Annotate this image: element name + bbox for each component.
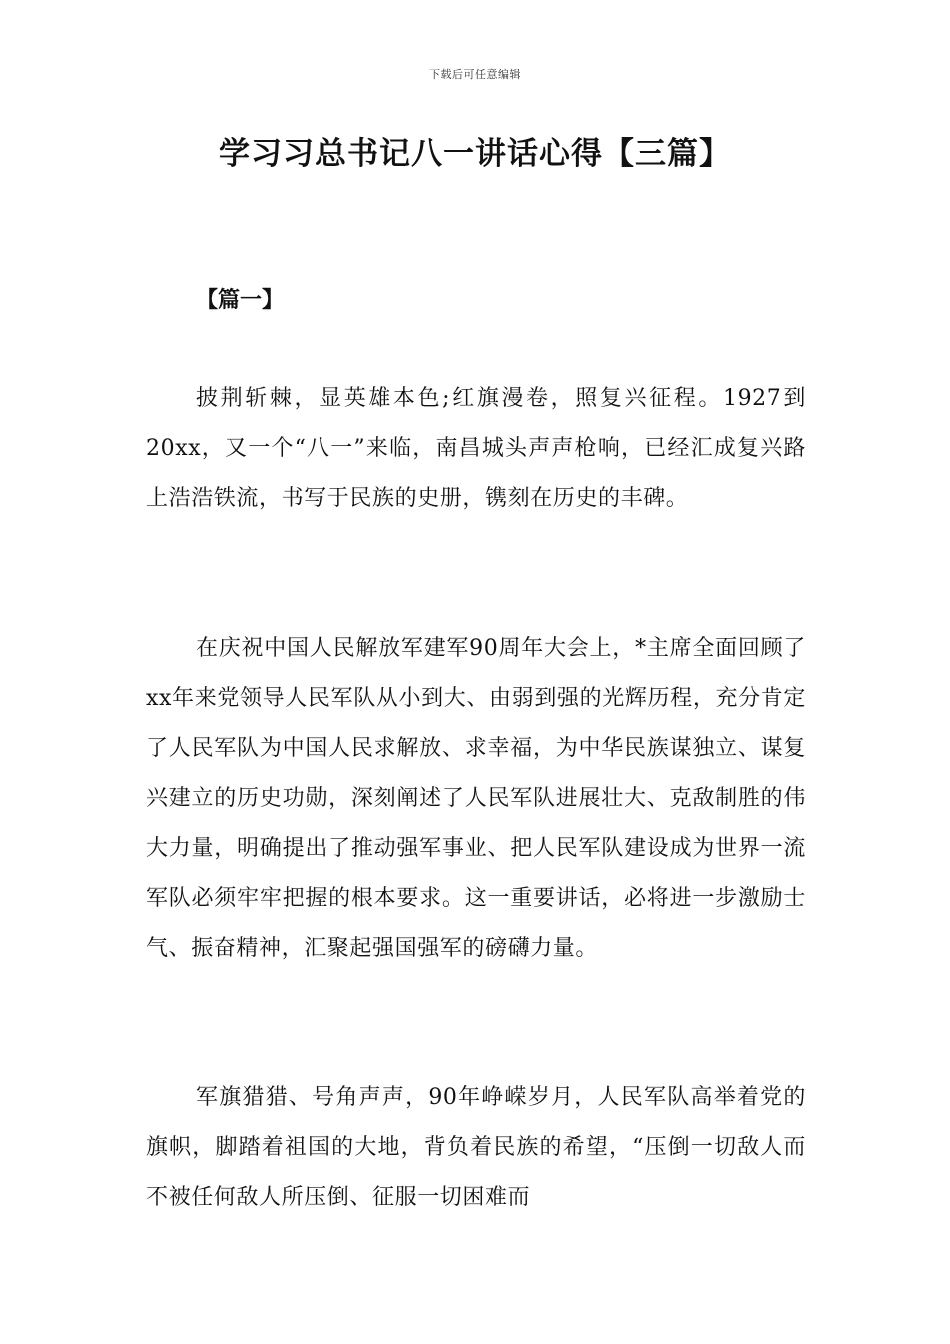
paragraph-3: 军旗猎猎、号角声声，90年峥嵘岁月，人民军队高举着党的旗帜，脚踏着祖国的大地，背负着民族的希望，“压倒一切敌人而不被任何敌人所压倒、征服一切困难而 xyxy=(146,1085,806,1210)
section-heading: 【篇一】 xyxy=(196,287,285,313)
document-title: 学习习总书记八一讲话心得【三篇】 xyxy=(219,136,731,172)
header-note: 下载后可任意编辑 xyxy=(429,68,521,81)
paragraph-2: 在庆祝中国人民解放军建军90周年大会上，*主席全面回顾了xx年来党领导人民军队从小到大、由弱到强的光辉历程，充分肯定了人民军队为中国人民求解放、求幸福，为中华民族谋独立、谋复兴建立的历史功勋，深刻阐述了人民军队进展壮大、克敌制胜的伟大力量，明确提出了推动强军事业、把人民军队建设成为世界一流军队必须牢牢把握的根本要求。这一重要讲话，必将进一步激励士气、振奋精神，汇聚起强国强军的磅礴力量。 xyxy=(146,636,806,961)
paragraph-1: 披荆斩棘，显英雄本色;红旗漫卷，照复兴征程。1927到20xx，又一个“八一”来临，南昌城头声声枪响，已经汇成复兴路上浩浩铁流，书写于民族的史册，镌刻在历史的丰碑。 xyxy=(146,386,806,511)
